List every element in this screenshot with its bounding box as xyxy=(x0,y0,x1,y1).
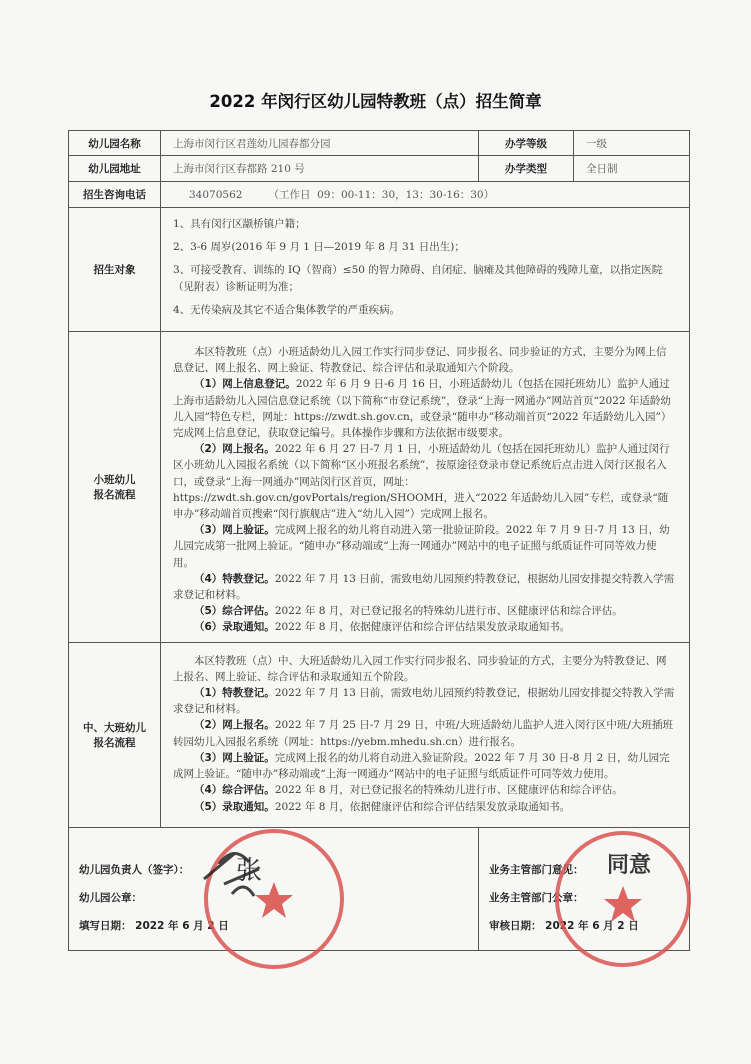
row-address xyxy=(69,156,690,182)
big-class-label-line2: 报名流程 xyxy=(93,736,136,749)
requirement-item: 3、可接受教育、训练的 IQ（智商）≤50 的智力障碍、自闭症、脑瘫及其他障碍的残障儿童，以指定医院（见附表）诊断证明为准； xyxy=(173,264,663,293)
phone-cell xyxy=(161,182,690,208)
small-class-label-line2: 报名流程 xyxy=(93,488,136,501)
department-seal-label: 业务主管部门公章： xyxy=(489,891,584,904)
big-step xyxy=(173,782,675,798)
kindergarten-seal-label: 幼儿园公章： xyxy=(79,891,142,904)
kindergarten-signature-cell xyxy=(69,827,479,950)
small-class-intro: 本区特教班（点）小班适龄幼儿入园工作实行同步登记、同步报名、同步验证的方式，主要分为网上信息登记、网上报名、网上验证、特教登记、综合评估和录取通知六个阶段。 xyxy=(173,346,667,375)
big-step-text: 2022 年 8 月，对已登记报名的特殊幼儿进行市、区健康评估和综合评估。 xyxy=(274,784,623,797)
office-hours: （工作日 09：00-11：30，13：30-16：30） xyxy=(268,189,495,201)
big-step-title: （1）特教登记。 xyxy=(194,687,275,700)
phone-number: 34070562 xyxy=(189,189,243,201)
small-step xyxy=(173,571,675,603)
row-name xyxy=(69,131,690,156)
big-step-text: 2022 年 7 月 25 日-7 月 29 日，中班/大班适龄幼儿监护人进入闵行区中班/大班插班转园幼儿入园报名系统（网址：https://yebm.mhedu.sh.cn）进行报名。 xyxy=(173,719,673,748)
type-label: 办学类型 xyxy=(479,156,574,182)
big-class-intro: 本区特教班（点）中、大班适龄幼儿入园工作实行同步报名、同步验证的方式，主要分为特教登记、网上报名、网上验证、综合评估和录取通知五个阶段。 xyxy=(173,654,667,683)
level-label: 办学等级 xyxy=(479,131,574,156)
principal-signature: 张 xyxy=(236,855,263,886)
address-label: 幼儿园地址 xyxy=(69,156,161,182)
small-step-text: 完成网上报名的幼儿将自动进入第一批验证阶段。2022 年 7 月 9 日-7 月 13 日，幼儿园完成第一批网上验证。“随申办”移动端或“上海一网通办”网站中的电子证照与纸质证件可同等效力使用。 xyxy=(173,524,670,569)
small-step-text: 2022 年 6 月 27 日-7 月 1 日，小班适龄幼儿（包括在园托班幼儿）监护人通过闵行区小班幼儿入园报名系统（以下简称“区小班报名系统”，按原途径登录市登记系统后点击进入闵行区报名入口，或登录“上海一网通办”网站闵行区首页，网址：https://zwdt.sh.gov.cn/govPortals/region/SHOOMH，进入“2022 年适龄幼儿入园”专栏，或登录“随申办”移动端首页搜索“闵行旗舰店”进入“幼儿入园”）完成网上报名。 xyxy=(173,443,670,521)
small-step-text: 2022 年 7 月 13 日前，需致电幼儿园预约特教登记，根据幼儿园安排提交特教入学需求登记和材料。 xyxy=(173,572,675,602)
big-step-text: 完成网上报名的幼儿将自动进入验证阶段。2022 年 7 月 30 日-8 月 2 日，幼儿园完成网上验证。“随申办”移动端或“上海一网通办”网站中的电子证照与纸质证件可同等效力使用。 xyxy=(173,751,670,781)
small-step-text: 2022 年 8 月，对已登记报名的特殊幼儿进行市、区健康评估和综合评估。 xyxy=(274,605,623,618)
small-step-title: （2）网上报名。 xyxy=(194,443,275,456)
big-step-title: （2）网上报名。 xyxy=(194,719,275,732)
phone-label: 招生咨询电话 xyxy=(69,182,161,208)
small-step-title: （4）特教登记。 xyxy=(194,572,275,585)
big-step-text: 2022 年 7 月 13 日前，需致电幼儿园预约特教登记，根据幼儿园安排提交特教入学需求登记和材料。 xyxy=(173,687,675,716)
small-step-title: （3）网上验证。 xyxy=(194,524,275,537)
row-big-class xyxy=(69,642,690,827)
small-step xyxy=(173,522,675,571)
department-signature-cell xyxy=(479,827,690,950)
review-date: 审核日期： 2022 年 6 月 2 日 xyxy=(489,919,639,932)
fill-date: 填写日期： 2022 年 6 月 2 日 xyxy=(79,919,229,932)
small-class-procedure xyxy=(161,332,690,643)
requirements-label: 招生对象 xyxy=(69,208,161,332)
address-value: 上海市闵行区春都路 210 号 xyxy=(161,156,479,182)
big-step-title: （5）录取通知。 xyxy=(194,800,275,813)
small-class-label-line1: 小班幼儿 xyxy=(93,473,136,486)
big-class-label xyxy=(69,642,161,827)
big-step xyxy=(173,750,675,782)
department-opinion: 同意 xyxy=(607,851,652,878)
small-step-text: 2022 年 6 月 9 日-6 月 16 日，小班适龄幼儿（包括在园托班幼儿）监护人通过上海市适龄幼儿入园信息登记系统（以下简称“市登记系统”，登录“上海一网通办”网站首页“2022 年适龄幼儿入园”特色专栏，网址：https://zwdt.sh.gov.cn，或登录“随申办”移动端首页“2022 年适龄幼儿入园”）完成网上信息登记，获取登记编号。具体操作步骤和方法依据市级要求。 xyxy=(173,378,672,440)
big-step xyxy=(173,717,675,749)
big-step xyxy=(173,685,675,717)
requirement-item: 1、具有闵行区颛桥镇户籍； xyxy=(173,218,306,230)
big-class-label-line1: 中、大班幼儿 xyxy=(83,721,146,734)
kindergarten-seal-stamp xyxy=(164,824,364,974)
seal-star-icon xyxy=(255,882,293,918)
principal-label: 幼儿园负责人（签字）： xyxy=(79,863,190,876)
row-signatures xyxy=(69,827,690,950)
small-step-title: （1）网上信息登记。 xyxy=(194,378,296,391)
big-step-text: 2022 年 8 月，依据健康评估和综合评估结果发放录取通知书。 xyxy=(274,800,571,813)
big-class-procedure xyxy=(161,642,690,827)
department-opinion-label: 业务主管部门意见： xyxy=(489,863,584,876)
requirement-item: 2、3-6 周岁(2016 年 9 月 1 日—2019 年 8 月 31 日出生)； xyxy=(173,241,465,254)
small-class-label xyxy=(69,332,161,643)
small-step xyxy=(173,603,675,619)
row-requirements xyxy=(69,208,690,332)
row-phone xyxy=(69,182,690,208)
row-small-class xyxy=(69,332,690,643)
small-step-text: 2022 年 8 月，依据健康评估和综合评估结果发放录取通知书。 xyxy=(274,621,571,634)
requirement-item: 4、无传染病及其它不适合集体教学的严重疾病。 xyxy=(173,303,401,316)
level-value: 一级 xyxy=(574,131,690,156)
kindergarten-name-label: 幼儿园名称 xyxy=(69,131,161,156)
department-seal-stamp xyxy=(539,824,699,974)
requirements-list xyxy=(161,208,690,332)
kindergarten-name: 上海市闵行区君莲幼儿园春都分园 xyxy=(161,131,479,156)
big-step-title: （3）网上验证。 xyxy=(194,751,275,764)
small-step-title: （5）综合评估。 xyxy=(194,605,275,618)
small-step xyxy=(173,441,675,522)
type-value: 全日制 xyxy=(574,156,690,182)
big-step xyxy=(173,799,675,815)
small-step xyxy=(173,376,675,441)
small-step xyxy=(173,619,675,635)
small-step-title: （6）录取通知。 xyxy=(194,621,275,634)
seal-star-icon xyxy=(604,886,642,922)
admission-table xyxy=(68,130,690,951)
big-step-title: （4）综合评估。 xyxy=(194,784,275,797)
page-title: 2022 年闵行区幼儿园特教班（点）招生简章 xyxy=(209,92,542,111)
